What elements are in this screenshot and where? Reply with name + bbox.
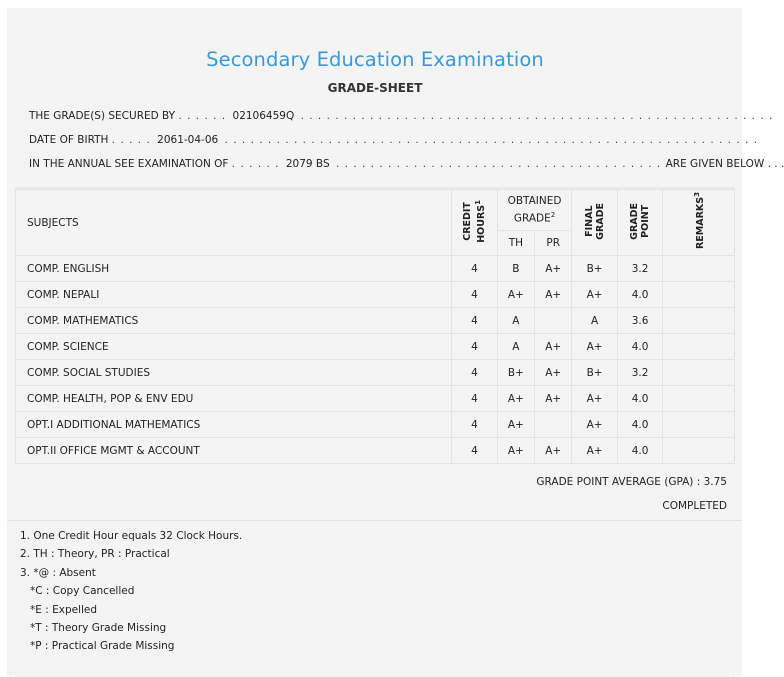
table-row: [16, 334, 735, 360]
header-remarks: REMARKS$^3$: [663, 190, 735, 256]
practical-grade: A+: [535, 360, 572, 386]
practical-grade: [535, 412, 572, 438]
subject-name: COMP. SOCIAL STUDIES: [16, 360, 452, 386]
subject-name: OPT.II OFFICE MGMT & ACCOUNT: [16, 438, 452, 464]
table-row: [16, 256, 735, 282]
header-grade-point: GRADE POINT: [617, 190, 662, 256]
final-grade: B+: [572, 256, 617, 282]
credit-hours: 4: [452, 308, 497, 334]
final-grade: A: [572, 308, 617, 334]
remarks: [663, 412, 735, 438]
exam-year: 2079 BS: [285, 158, 330, 170]
header-final-grade: FINAL GRADE: [572, 190, 617, 256]
subject-name: COMP. SCIENCE: [16, 334, 452, 360]
table-row: [16, 412, 735, 438]
table-row: [16, 438, 735, 464]
grade-sheet-content: [15, 17, 784, 677]
remarks: [663, 438, 735, 464]
remarks: [663, 256, 735, 282]
practical-grade: A+: [535, 386, 572, 412]
footnote-practical-missing: *P : Practical Grade Missing: [30, 640, 175, 653]
remarks: [663, 334, 735, 360]
final-grade: A+: [572, 386, 617, 412]
footnote-theory-missing: *T : Theory Grade Missing: [30, 622, 167, 635]
theory-grade: A: [497, 308, 534, 334]
credit-hours: 4: [452, 334, 497, 360]
grade-point: 4.0: [617, 412, 662, 438]
table-row: [16, 308, 735, 334]
footnotes: [20, 527, 242, 656]
subject-name: COMP. HEALTH, POP & ENV EDU: [16, 386, 452, 412]
table-row: [16, 282, 735, 308]
theory-grade: A+: [497, 412, 534, 438]
grade-point: 4.0: [617, 334, 662, 360]
remarks: [663, 282, 735, 308]
page-subtitle: GRADE-SHEET: [327, 81, 423, 95]
credit-hours: 4: [452, 256, 497, 282]
subject-name: OPT.I ADDITIONAL MATHEMATICS: [16, 412, 452, 438]
result-status: COMPLETED: [662, 500, 727, 512]
subject-name: COMP. NEPALI: [16, 282, 452, 308]
footnote-expelled: *E : Expelled: [30, 603, 98, 616]
subject-name: COMP. ENGLISH: [16, 256, 452, 282]
theory-grade: A: [497, 334, 534, 360]
grade-point: 4.0: [617, 438, 662, 464]
header-credit-hours: CREDIT HOURS$^1$: [452, 190, 497, 256]
theory-grade: A+: [497, 386, 534, 412]
final-grade: A+: [572, 412, 617, 438]
grades-table: [15, 189, 735, 464]
header-th: TH: [497, 231, 534, 256]
credit-hours: 4: [452, 282, 497, 308]
theory-grade: A+: [497, 282, 534, 308]
subject-name: COMP. MATHEMATICS: [16, 308, 452, 334]
divider: [7, 520, 742, 521]
page-title: Secondary Education Examination: [206, 48, 544, 71]
credit-hours: 4: [452, 360, 497, 386]
header-subjects: SUBJECTS: [16, 190, 452, 256]
grade-point: 3.6: [617, 308, 662, 334]
grade-point: 3.2: [617, 360, 662, 386]
header-obtained-grade: OBTAINED GRADE$^2$: [497, 190, 572, 231]
credit-hours: 4: [452, 386, 497, 412]
gpa-summary: GRADE POINT AVERAGE (GPA) : 3.75: [536, 476, 727, 488]
practical-grade: A+: [535, 334, 572, 360]
header-pr: PR: [535, 231, 572, 256]
footnote-copy-cancelled: *C : Copy Cancelled: [30, 585, 135, 598]
practical-grade: A+: [535, 256, 572, 282]
practical-grade: [535, 308, 572, 334]
grade-point: 4.0: [617, 386, 662, 412]
info-exam: IN THE ANNUAL SEE EXAMINATION OF . . . . . . 2079 BS . . . . . . . . . . . . . . . . . . . . . . . . . . . . . . . . . . . . . . ARE GIVEN BELOW . . .: [29, 158, 784, 170]
symbol-number: 02106459Q: [232, 110, 295, 122]
grade-sheet-panel: [7, 8, 784, 676]
credit-hours: 4: [452, 412, 497, 438]
date-of-birth: 2061-04-06: [157, 134, 219, 146]
theory-grade: B: [497, 256, 534, 282]
grade-point: 4.0: [617, 282, 662, 308]
final-grade: B+: [572, 360, 617, 386]
footnote-absent: 3. *@ : Absent: [20, 566, 96, 579]
info-secured-by: THE GRADE(S) SECURED BY . . . . . . 02106459Q . . . . . . . . . . . . . . . . . . . . . . . . . . . . . . . . . . . . . . . . . . . . . . . . . . . . . . .: [29, 110, 774, 122]
table-row: [16, 386, 735, 412]
credit-hours: 4: [452, 438, 497, 464]
theory-grade: B+: [497, 360, 534, 386]
footnote-credit-hour: 1. One Credit Hour equals 32 Clock Hours.: [20, 530, 243, 542]
theory-grade: A+: [497, 438, 534, 464]
final-grade: A+: [572, 282, 617, 308]
practical-grade: A+: [535, 438, 572, 464]
table-row: [16, 360, 735, 386]
grade-point: 3.2: [617, 256, 662, 282]
info-dob: DATE OF BIRTH . . . . . 2061-04-06 . . . . . . . . . . . . . . . . . . . . . . . . . . . . . . . . . . . . . . . . . . . . . . . . . . . . . . . . . . . . . .: [29, 134, 759, 146]
remarks: [663, 386, 735, 412]
final-grade: A+: [572, 334, 617, 360]
footnote-th-pr: 2. TH : Theory, PR : Practical: [20, 548, 170, 561]
remarks: [663, 308, 735, 334]
practical-grade: A+: [535, 282, 572, 308]
final-grade: A+: [572, 438, 617, 464]
remarks: [663, 360, 735, 386]
